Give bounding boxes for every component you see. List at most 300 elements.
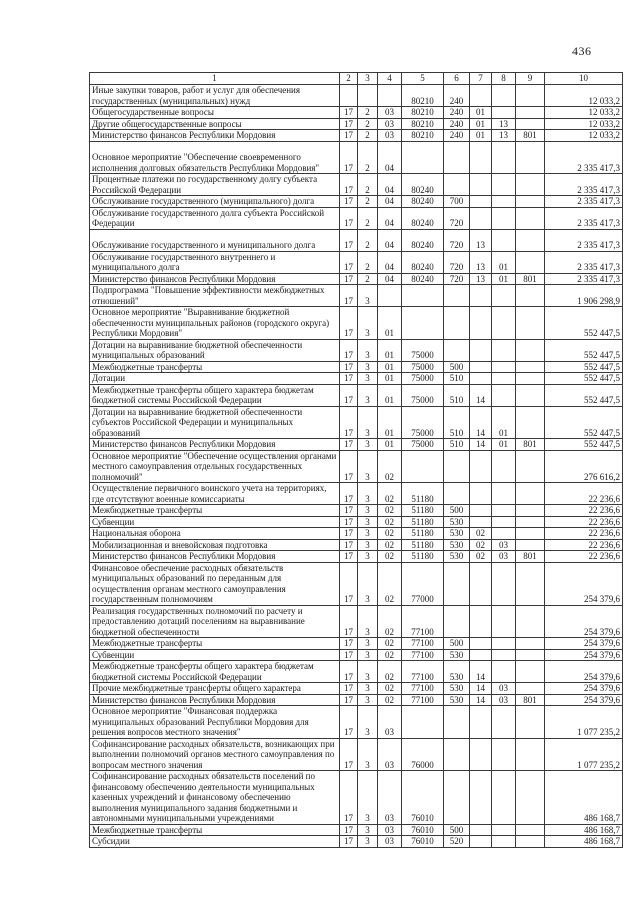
code-subsection <box>492 516 516 528</box>
row-name: Основное мероприятие "Финансовая поддержка муниципальных образований Республики Мордовия для решения вопросов местного значения" <box>90 706 340 739</box>
row-amount: 276 616,2 <box>545 450 623 483</box>
code-section <box>470 174 492 196</box>
code-subprogram: 3 <box>358 528 378 540</box>
code-expense-type: 530 <box>444 539 470 551</box>
code-subsection <box>492 528 516 540</box>
code-grbs <box>516 251 545 273</box>
code-expense-type: 530 <box>444 649 470 661</box>
code-ministry: 17 <box>340 706 358 739</box>
code-direction: 77100 <box>402 661 444 683</box>
row-name: Национальная оборона <box>90 528 340 540</box>
code-event: 02 <box>378 683 402 695</box>
code-subsection: 03 <box>492 551 516 563</box>
row-amount: 22 236,6 <box>545 505 623 517</box>
code-subsection <box>492 450 516 483</box>
code-subsection: 01 <box>492 251 516 273</box>
row-name: Межбюджетные трансферты общего характера бюджетам бюджетной системы Российской Федерации <box>90 661 340 683</box>
code-expense-type: 240 <box>444 107 470 119</box>
row-amount: 1 077 235,2 <box>545 738 623 771</box>
code-expense-type <box>444 562 470 605</box>
code-event: 02 <box>378 649 402 661</box>
code-ministry: 17 <box>340 130 358 142</box>
table-row <box>90 483 623 505</box>
code-event: 02 <box>378 516 402 528</box>
row-name: Основное мероприятие "Выравнивание бюджетной обеспеченности муниципальных районов (городского округа) Республики Мордовия" <box>90 307 340 340</box>
code-subsection: 13 <box>492 130 516 142</box>
code-subprogram: 3 <box>358 551 378 563</box>
table-row <box>90 562 623 605</box>
table-header-row <box>90 73 623 85</box>
code-subsection <box>492 85 516 107</box>
row-amount: 2 335 417,3 <box>545 207 623 229</box>
row-name: Субсидии <box>90 836 340 848</box>
code-ministry: 17 <box>340 373 358 385</box>
code-section: 14 <box>470 683 492 695</box>
code-event: 03 <box>378 130 402 142</box>
code-ministry: 17 <box>340 384 358 406</box>
code-section: 13 <box>470 273 492 285</box>
code-event: 02 <box>378 661 402 683</box>
table-row <box>90 307 623 340</box>
row-name: Другие общегосударственные вопросы <box>90 118 340 130</box>
code-section <box>470 771 492 825</box>
code-grbs <box>516 229 545 251</box>
code-event: 03 <box>378 836 402 848</box>
code-direction: 80240 <box>402 196 444 208</box>
table-row <box>90 738 623 771</box>
code-grbs <box>516 505 545 517</box>
code-expense-type: 720 <box>444 251 470 273</box>
code-direction: 80240 <box>402 273 444 285</box>
code-event: 04 <box>378 229 402 251</box>
table-row <box>90 384 623 406</box>
code-subprogram: 2 <box>358 196 378 208</box>
code-ministry: 17 <box>340 528 358 540</box>
code-grbs: 801 <box>516 694 545 706</box>
table-row <box>90 505 623 517</box>
code-subsection <box>492 706 516 739</box>
code-direction: 76010 <box>402 824 444 836</box>
code-grbs <box>516 307 545 340</box>
code-event: 02 <box>378 450 402 483</box>
code-grbs <box>516 516 545 528</box>
row-amount: 552 447,5 <box>545 339 623 361</box>
code-grbs <box>516 85 545 107</box>
code-subprogram: 3 <box>358 439 378 451</box>
code-subsection <box>492 505 516 517</box>
code-section: 02 <box>470 528 492 540</box>
code-direction <box>402 706 444 739</box>
code-subprogram: 3 <box>358 505 378 517</box>
code-section: 01 <box>470 118 492 130</box>
code-direction: 75000 <box>402 439 444 451</box>
table-row <box>90 694 623 706</box>
code-subsection <box>492 836 516 848</box>
table-row <box>90 539 623 551</box>
code-ministry: 17 <box>340 505 358 517</box>
code-expense-type: 720 <box>444 229 470 251</box>
code-event: 02 <box>378 562 402 605</box>
code-direction: 80240 <box>402 251 444 273</box>
code-ministry: 17 <box>340 196 358 208</box>
code-grbs <box>516 285 545 307</box>
code-expense-type: 500 <box>444 505 470 517</box>
code-section <box>470 706 492 739</box>
code-event: 01 <box>378 361 402 373</box>
code-event: 03 <box>378 771 402 825</box>
table-row <box>90 207 623 229</box>
code-event: 01 <box>378 439 402 451</box>
code-direction: 76000 <box>402 738 444 771</box>
code-event: 02 <box>378 694 402 706</box>
code-expense-type <box>444 141 470 174</box>
code-event: 04 <box>378 251 402 273</box>
code-expense-type: 530 <box>444 683 470 695</box>
code-subprogram: 3 <box>358 406 378 439</box>
code-section <box>470 141 492 174</box>
code-subprogram: 3 <box>358 539 378 551</box>
code-event: 03 <box>378 824 402 836</box>
code-direction: 80240 <box>402 174 444 196</box>
code-grbs: 801 <box>516 439 545 451</box>
code-grbs <box>516 539 545 551</box>
row-amount: 2 335 417,3 <box>545 229 623 251</box>
row-amount: 486 168,7 <box>545 771 623 825</box>
code-subprogram: 2 <box>358 141 378 174</box>
code-subprogram: 3 <box>358 450 378 483</box>
row-name: Обслуживание государственного и муниципального долга <box>90 229 340 251</box>
code-ministry: 17 <box>340 118 358 130</box>
code-subprogram: 3 <box>358 307 378 340</box>
code-subprogram <box>358 85 378 107</box>
code-subprogram: 2 <box>358 107 378 119</box>
code-grbs <box>516 706 545 739</box>
row-name: Основное мероприятие "Обеспечение осуществления органами местного самоуправления отдельных государственных полномочий" <box>90 450 340 483</box>
code-subsection <box>492 141 516 174</box>
code-ministry: 17 <box>340 307 358 340</box>
code-subsection: 13 <box>492 118 516 130</box>
code-subprogram: 3 <box>358 605 378 638</box>
code-direction <box>402 307 444 340</box>
row-amount: 254 379,6 <box>545 638 623 650</box>
code-section: 01 <box>470 107 492 119</box>
code-grbs <box>516 738 545 771</box>
code-subsection: 03 <box>492 539 516 551</box>
row-name: Иные закупки товаров, работ и услуг для обеспечения государственных (муниципальных) нужд <box>90 85 340 107</box>
table-row <box>90 638 623 650</box>
code-expense-type <box>444 450 470 483</box>
code-grbs <box>516 528 545 540</box>
code-ministry: 17 <box>340 824 358 836</box>
code-section <box>470 483 492 505</box>
code-section <box>470 373 492 385</box>
code-event: 02 <box>378 539 402 551</box>
table-row <box>90 107 623 119</box>
table-row <box>90 406 623 439</box>
row-name: Министерство финансов Республики Мордовия <box>90 130 340 142</box>
code-direction: 51180 <box>402 483 444 505</box>
code-ministry: 17 <box>340 107 358 119</box>
code-direction: 77000 <box>402 562 444 605</box>
code-subprogram: 3 <box>358 361 378 373</box>
code-direction: 75000 <box>402 361 444 373</box>
column-header: 10 <box>545 73 623 85</box>
code-subsection <box>492 373 516 385</box>
code-ministry: 17 <box>340 483 358 505</box>
column-header: 1 <box>90 73 340 85</box>
code-direction: 80210 <box>402 107 444 119</box>
column-header: 8 <box>492 73 516 85</box>
code-expense-type: 500 <box>444 638 470 650</box>
code-event: 04 <box>378 174 402 196</box>
code-subprogram: 2 <box>358 229 378 251</box>
row-amount: 552 447,5 <box>545 384 623 406</box>
code-grbs <box>516 361 545 373</box>
table-row <box>90 273 623 285</box>
code-section <box>470 339 492 361</box>
code-section: 01 <box>470 130 492 142</box>
code-subsection: 01 <box>492 439 516 451</box>
code-expense-type <box>444 339 470 361</box>
code-ministry: 17 <box>340 516 358 528</box>
code-grbs <box>516 661 545 683</box>
table-row <box>90 439 623 451</box>
code-section <box>470 307 492 340</box>
code-subprogram: 2 <box>358 130 378 142</box>
code-grbs <box>516 406 545 439</box>
row-amount: 2 335 417,3 <box>545 196 623 208</box>
code-subprogram: 3 <box>358 706 378 739</box>
code-expense-type <box>444 307 470 340</box>
code-section <box>470 605 492 638</box>
code-direction <box>402 450 444 483</box>
code-section <box>470 824 492 836</box>
code-expense-type: 500 <box>444 824 470 836</box>
code-direction: 80240 <box>402 207 444 229</box>
row-name: Софинансирование расходных обязательств поселений по финансовому обеспечению деятельности муниципальных казенных учреждений и финансовому обеспечению выполнения муниципального задания бюджетными и автономными муниципальными учреждениями <box>90 771 340 825</box>
table-row <box>90 605 623 638</box>
code-direction: 51180 <box>402 516 444 528</box>
code-expense-type: 500 <box>444 361 470 373</box>
row-amount: 22 236,6 <box>545 551 623 563</box>
code-expense-type: 240 <box>444 130 470 142</box>
row-amount: 1 906 298,9 <box>545 285 623 307</box>
code-grbs <box>516 771 545 825</box>
code-ministry: 17 <box>340 339 358 361</box>
row-amount: 552 447,5 <box>545 307 623 340</box>
table-row <box>90 706 623 739</box>
code-expense-type: 720 <box>444 273 470 285</box>
code-section <box>470 836 492 848</box>
code-subsection <box>492 285 516 307</box>
code-event: 01 <box>378 384 402 406</box>
row-amount: 12 033,2 <box>545 85 623 107</box>
row-amount: 12 033,2 <box>545 130 623 142</box>
row-amount: 22 236,6 <box>545 516 623 528</box>
code-subprogram: 2 <box>358 118 378 130</box>
code-event: 01 <box>378 339 402 361</box>
code-ministry: 17 <box>340 836 358 848</box>
code-ministry: 17 <box>340 450 358 483</box>
code-expense-type: 720 <box>444 207 470 229</box>
row-name: Основное мероприятие "Обеспечение своевременного исполнения долговых обязательств Республики Мордовия" <box>90 141 340 174</box>
code-direction: 77100 <box>402 605 444 638</box>
code-section <box>470 562 492 605</box>
code-event: 02 <box>378 551 402 563</box>
code-direction: 51180 <box>402 528 444 540</box>
code-section <box>470 285 492 307</box>
table-row <box>90 649 623 661</box>
table-body <box>90 85 623 848</box>
code-subsection <box>492 174 516 196</box>
table-row <box>90 551 623 563</box>
row-amount: 22 236,6 <box>545 539 623 551</box>
column-header: 9 <box>516 73 545 85</box>
code-subprogram: 3 <box>358 638 378 650</box>
code-subprogram: 3 <box>358 562 378 605</box>
code-subsection: 03 <box>492 694 516 706</box>
code-subprogram: 2 <box>358 207 378 229</box>
code-ministry: 17 <box>340 551 358 563</box>
column-header: 2 <box>340 73 358 85</box>
row-name: Прочие межбюджетные трансферты общего характера <box>90 683 340 695</box>
code-direction: 77100 <box>402 683 444 695</box>
row-name: Субвенции <box>90 516 340 528</box>
code-direction: 77100 <box>402 649 444 661</box>
code-ministry: 17 <box>340 141 358 174</box>
code-section <box>470 196 492 208</box>
code-expense-type <box>444 605 470 638</box>
code-section: 02 <box>470 539 492 551</box>
code-event: 04 <box>378 196 402 208</box>
code-ministry: 17 <box>340 439 358 451</box>
table-row <box>90 836 623 848</box>
table-row <box>90 361 623 373</box>
code-direction: 80210 <box>402 118 444 130</box>
code-subprogram: 3 <box>358 683 378 695</box>
row-name: Реализация государственных полномочий по расчету и предоставлению дотаций поселениям на выравнивание бюджетной обеспеченности <box>90 605 340 638</box>
code-grbs <box>516 207 545 229</box>
row-name: Обслуживание государственного внутреннего и муниципального долга <box>90 251 340 273</box>
code-section <box>470 505 492 517</box>
row-name: Обслуживание государственного долга субъекта Российской Федерации <box>90 207 340 229</box>
code-grbs <box>516 373 545 385</box>
code-ministry: 17 <box>340 649 358 661</box>
code-event: 01 <box>378 373 402 385</box>
code-section: 02 <box>470 551 492 563</box>
code-direction: 76010 <box>402 836 444 848</box>
table-row <box>90 251 623 273</box>
code-subprogram: 3 <box>358 771 378 825</box>
code-subsection <box>492 384 516 406</box>
code-section <box>470 516 492 528</box>
code-ministry: 17 <box>340 771 358 825</box>
row-amount: 12 033,2 <box>545 107 623 119</box>
row-name: Министерство финансов Республики Мордовия <box>90 694 340 706</box>
code-subsection: 01 <box>492 273 516 285</box>
code-section <box>470 361 492 373</box>
code-ministry: 17 <box>340 251 358 273</box>
row-name: Межбюджетные трансферты <box>90 824 340 836</box>
row-name: Межбюджетные трансферты общего характера бюджетам бюджетной системы Российской Федерации <box>90 384 340 406</box>
code-subsection <box>492 638 516 650</box>
row-amount: 2 335 417,3 <box>545 251 623 273</box>
row-name: Дотации на выравнивание бюджетной обеспеченности субъектов Российской Федерации и муниципальных образований <box>90 406 340 439</box>
code-grbs: 801 <box>516 130 545 142</box>
code-grbs <box>516 107 545 119</box>
code-expense-type: 510 <box>444 406 470 439</box>
code-expense-type: 530 <box>444 516 470 528</box>
code-direction: 75000 <box>402 384 444 406</box>
code-event: 03 <box>378 706 402 739</box>
row-name: Обслуживание государственного (муниципального) долга <box>90 196 340 208</box>
code-expense-type <box>444 738 470 771</box>
code-subsection <box>492 307 516 340</box>
code-grbs <box>516 683 545 695</box>
code-ministry: 17 <box>340 273 358 285</box>
row-amount: 22 236,6 <box>545 483 623 505</box>
code-event: 02 <box>378 505 402 517</box>
code-section: 14 <box>470 384 492 406</box>
code-direction: 75000 <box>402 373 444 385</box>
row-name: Министерство финансов Республики Мордовия <box>90 551 340 563</box>
code-grbs <box>516 605 545 638</box>
code-subsection <box>492 361 516 373</box>
page-number: 436 <box>572 44 592 58</box>
code-event: 01 <box>378 406 402 439</box>
table-row <box>90 85 623 107</box>
code-expense-type: 510 <box>444 384 470 406</box>
row-amount: 552 447,5 <box>545 439 623 451</box>
code-direction: 77100 <box>402 638 444 650</box>
table-row <box>90 130 623 142</box>
code-grbs <box>516 118 545 130</box>
code-expense-type: 530 <box>444 661 470 683</box>
code-direction: 75000 <box>402 406 444 439</box>
code-subsection <box>492 207 516 229</box>
code-grbs <box>516 824 545 836</box>
row-name: Процентные платежи по государственному долгу субъекта Российской Федерации <box>90 174 340 196</box>
code-subprogram: 3 <box>358 836 378 848</box>
row-name: Софинансирование расходных обязательств, возникающих при выполнении полномочий органов местного самоуправления по вопросам местного значения <box>90 738 340 771</box>
code-direction <box>402 285 444 307</box>
code-subsection <box>492 738 516 771</box>
code-expense-type <box>444 285 470 307</box>
code-subsection <box>492 196 516 208</box>
code-direction: 80240 <box>402 229 444 251</box>
code-direction: 75000 <box>402 339 444 361</box>
row-amount: 254 379,6 <box>545 605 623 638</box>
code-direction <box>402 141 444 174</box>
row-amount: 552 447,5 <box>545 406 623 439</box>
code-grbs <box>516 638 545 650</box>
code-section <box>470 738 492 771</box>
code-expense-type: 700 <box>444 196 470 208</box>
code-expense-type: 530 <box>444 551 470 563</box>
row-amount: 254 379,6 <box>545 661 623 683</box>
code-grbs <box>516 339 545 361</box>
code-subprogram: 3 <box>358 384 378 406</box>
code-ministry: 17 <box>340 562 358 605</box>
code-expense-type <box>444 174 470 196</box>
code-section: 14 <box>470 661 492 683</box>
code-subsection <box>492 649 516 661</box>
code-grbs <box>516 649 545 661</box>
code-grbs <box>516 450 545 483</box>
code-event: 02 <box>378 605 402 638</box>
code-grbs <box>516 836 545 848</box>
code-section <box>470 649 492 661</box>
